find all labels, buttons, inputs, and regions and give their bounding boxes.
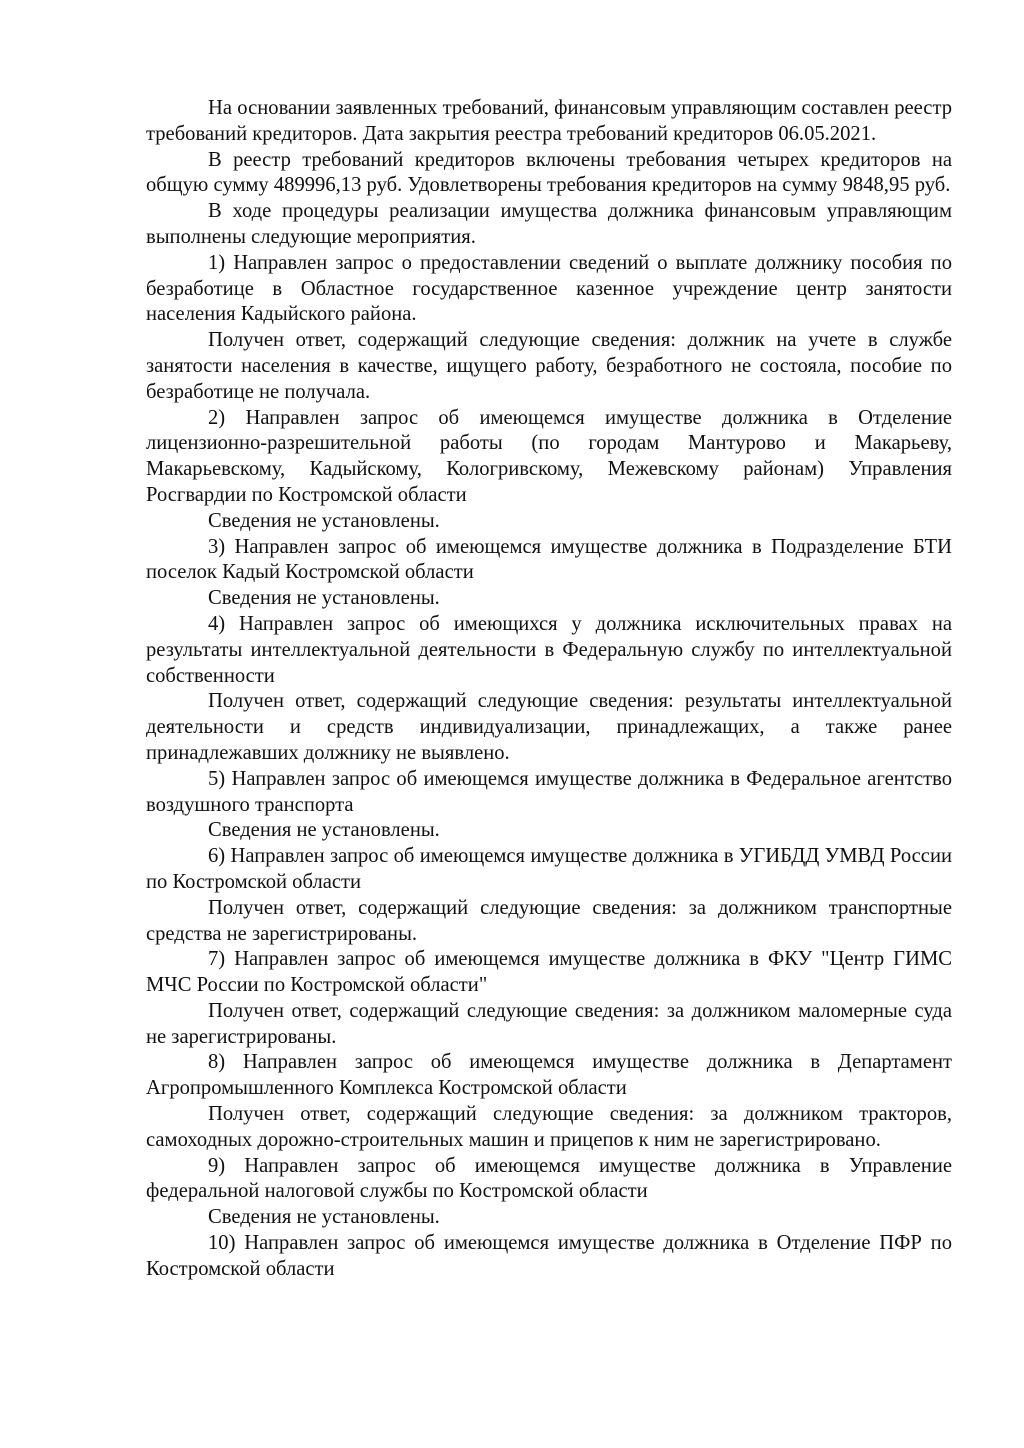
paragraph-response-9: Сведения не установлены. [208,1206,440,1229]
paragraph-response-2: Сведения не установлены. [208,509,440,532]
paragraph-request-5: 5) Направлен запрос об имеющемся имуществе должника в Федеральное агентство воздушного транспорта [146,767,952,816]
paragraph-request-2: 2) Направлен запрос об имеющемся имуществе должника в Отделение лицензионно-разрешительной работы (по городам Мантурово и Макарьеву, Макарьевскому, Кадыйскому, Кологривскому, Межевскому районам) Управления Росгвардии по Костромской области [146,406,952,506]
paragraph-response-4: Получен ответ, содержащий следующие сведения: результаты интеллектуальной деятельности и средств индивидуализации, принадлежащих, а также ранее принадлежавших должнику не выявлено. [146,690,952,764]
paragraph-request-3: 3) Направлен запрос об имеющемся имуществе должника в Подразделение БТИ поселок Кадый Костромской области [146,535,952,584]
paragraph-request-9: 9) Направлен запрос об имеющемся имуществе должника в Управление федеральной налоговой службы по Костромской области [146,1154,952,1203]
paragraph-request-10: 10) Направлен запрос об имеющемся имуществе должника в Отделение ПФР по Костромской области [146,1232,952,1280]
paragraph-response-1: Получен ответ, содержащий следующие сведения: должник на учете в службе занятости населения в качестве, ищущего работу, безработного не состояла, пособие по безработице не получала. [146,329,952,403]
paragraph-request-4: 4) Направлен запрос об имеющихся у должника исключительных правах на результаты интеллектуальной деятельности в Федеральную службу по интеллектуальной собственности [146,612,952,687]
paragraph-response-8: Получен ответ, содержащий следующие сведения: за должником тракторов, самоходных дорожно-строительных машин и прицепов к ним не зарегистрировано. [146,1103,952,1151]
paragraph-response-6: Получен ответ, содержащий следующие сведения: за должником транспортные средства не зарегистрированы. [146,896,952,945]
paragraph-request-1: 1) Направлен запрос о предоставлении сведений о выплате должнику пособия по безработице в Областное государственное казенное учреждение центр занятости населения Кадыйского района. [146,251,952,326]
paragraph-registry-amounts: В реестр требований кредиторов включены требования четырех кредиторов на общую сумму 489996,13 руб. Удовлетворены требования кредиторов на сумму 9848,95 руб. [146,148,952,197]
paragraph-request-7: 7) Направлен запрос об имеющемся имуществе должника в ФКУ "Центр ГИМС МЧС России по Костромской области" [146,948,952,997]
document-body [146,96,952,1283]
paragraph-registry-intro: На основании заявленных требований, финансовым управляющим составлен реестр требований кредиторов. Дата закрытия реестра требований кредиторов 06.05.2021. [146,97,952,145]
paragraph-response-5: Сведения не установлены. [208,819,440,842]
paragraph-request-6: 6) Направлен запрос об имеющемся имуществе должника в УГИБДД УМВД России по Костромской области [146,845,952,893]
paragraph-request-8: 8) Направлен запрос об имеющемся имуществе должника в Департамент Агропромышленного Комплекса Костромской области [146,1051,952,1100]
paragraph-measures-intro: В ходе процедуры реализации имущества должника финансовым управляющим выполнены следующие мероприятия. [146,200,952,248]
paragraph-response-3: Сведения не установлены. [208,587,440,610]
paragraph-response-7: Получен ответ, содержащий следующие сведения: за должником маломерные суда не зарегистрированы. [146,999,952,1048]
